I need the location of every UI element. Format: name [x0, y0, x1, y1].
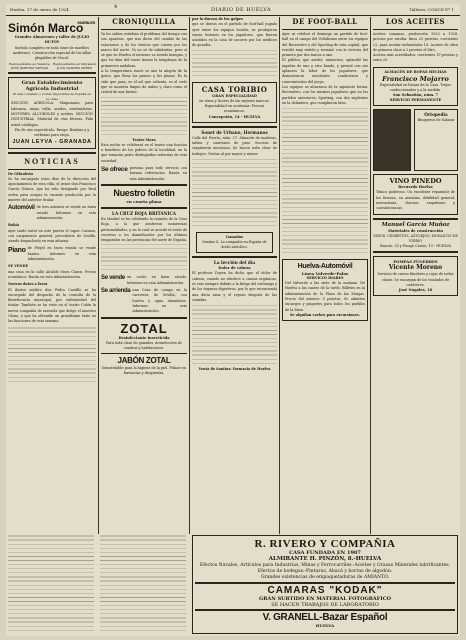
manuel-garcia-sub: Materiales de construcción [388, 228, 443, 233]
nuevos-datos-heading: Nuevos datos a favor [8, 282, 48, 287]
casa-toribio-ad [192, 82, 277, 123]
noticias-heading: NOTICIAS [24, 156, 80, 166]
sevende-body: una casa en la calle Alcalde Mora Claros. Precio económico. Razón en esta Administración. [8, 269, 96, 279]
zotal-sub: Desinfectante insecticida [118, 335, 170, 340]
bahia-heading: Bahía [8, 223, 20, 228]
almacen-ropas-body: Especialidad en blusas de la Casa. Trajes confeccionados y a la medida. [380, 82, 451, 93]
cruz-roja-heading: LA CRUZ ROJA BRITÁNICA [112, 210, 176, 216]
column-rule [98, 17, 99, 534]
teatro-heading: Teatro Mora [132, 137, 156, 142]
huelva-automovil-foot: Se alquilan coches para excursiones. [289, 312, 361, 317]
huelva-automovil-ad [282, 259, 368, 321]
rivero-line-3: Grandes existencias de empaquetaduras de AMIANTO. [260, 575, 390, 580]
se-ofrece-ad [101, 166, 187, 182]
fuerte-continuation [192, 49, 277, 79]
pompas-funebres-ad [373, 256, 458, 296]
gran-establecimiento-sign: JUAN LEYVA - GRANADA [12, 138, 92, 145]
se-ofrece-body: persona para todo servicio con buenas referencias. Razón en esta Administración. [129, 166, 187, 181]
auto-ad [8, 205, 96, 221]
lower-column-1 [8, 535, 94, 634]
running-header [6, 4, 460, 16]
almacen-ropas-title: ALMACÉN DE ROPAS HECHAS [384, 69, 447, 74]
vino-pinedo-sub: Recuerdo Huelva [398, 185, 433, 190]
casa-toribio-sub: GRAN ESPECIALIDAD [212, 93, 257, 98]
noticias-sub: De Gibraleón [8, 171, 33, 176]
simon-marco-body: Surtido completo en toda clase de muebles modernos. Construcción especial de los sillas plegables de Viscol. [12, 45, 92, 61]
almacen-ropas-foot: SERVICIO PERMANENTE [389, 98, 442, 103]
foot-ball-body-3: Los equipos se alinearon de la siguiente forma: Recreativo, con los mismos jugadores que en los partidos anteriores; Sporting, con dos suplentes en la delantera, que cumplieron bien. [282, 84, 368, 105]
croniquilla-body-2: A la temperatura suave se une la alegría de la gente, que llena los paseos y las plazas. Es la vida que pasa, es el sol que calienta, es el cielo que se muestra limpio de nubes y claro como el cristal de una fuente. [101, 69, 187, 95]
gran-establecimiento-title: Gran Establecimiento Agrícola Industrial [21, 80, 83, 93]
casa-toribio-body: en vinos y licores de las mejores marcas. Especialidad en aceitunas. Precios económicos. [199, 98, 270, 114]
almacen-ropas-addr: San Sebastián, núm. 7 [392, 93, 439, 98]
piano-ad [8, 246, 96, 262]
se-ofrece-title: Se ofrece [101, 166, 128, 174]
ortopedia-sub: Bragueros de Salazar [417, 118, 455, 123]
rivero-addr: ALMIRANTE H. PINZÓN, 8.-HUELVA [268, 556, 382, 562]
auto-ad-title: Automóvil [8, 205, 35, 212]
pompas-funebres-title: POMPAS FÚNEBRES [393, 259, 438, 265]
fuerte-body: que se dieron en el partido de foot-ball jugado ayer entre los equipos locales, se produjeron varias lesiones en los jugadores, que fueron asistidos en la casa de socorro por los médicos de guardia. [192, 22, 277, 48]
header-masthead: DIARIO DE HUELVA [211, 7, 272, 13]
huelva-automovil-sub: Línea Valverde-Palos [301, 271, 349, 277]
fuerte-heading: por la dureza de los golpes [192, 17, 244, 21]
se-vende-ad [101, 275, 187, 286]
foot-ball-heading: DE FOOT-BALL [292, 17, 358, 26]
gran-establecimiento-foot: Fin de año espectáculo. Ruego: Bombas y y verbenas para riego. [14, 127, 90, 138]
simon-marco-title: Simón Marco [8, 21, 84, 35]
se-vende-body: un coche en buen estado. Informes en esta Administración. [126, 275, 187, 285]
lower-left-text [8, 535, 186, 634]
croniquilla-heading: CRONIQUILLA [112, 17, 176, 26]
manuel-garcia-addr: Rascón, 53 y Pasaje Castro, 19 - HUELVA [379, 244, 452, 249]
croniquilla-body-1: Ya los sabios estudian el problema del tiempo con sus aparatos, que nos dicen del cambio de las estaciones y de los vientos que corren por los mares del norte. Yo no sé de sabidurías, pero sí sé que en Huelva el invierno va siendo benigno, y que los días del enero tienen la templanza de la primavera andaluza. [101, 32, 187, 68]
newspaper-page [6, 4, 460, 636]
rivero-line-1: Efectos Navales, Artículos para Industrias, Minas y Ferrocarriles.-Aceites y Grasas Minerales lubrificantes. [199, 563, 451, 568]
folletin-heading: Nuestro folletín [113, 187, 175, 198]
rivero-line-2: Efectos de bodegas.-Pinturas, Abacá y borras de algodón. [257, 569, 393, 574]
aceites-heading: LOS ACEITES [385, 17, 446, 26]
casa-toribio-title: CASA TORIBIO [201, 84, 268, 94]
huelva-automovil-sub2: SERVICIO DIARIO [306, 276, 344, 281]
huelva-automovil-title: Huelva-Automóvil [297, 263, 353, 271]
column-4 [282, 17, 368, 534]
gran-establecimiento-body: SECCIÓN AGRÍCOLA: Maquinaria para labranza, siega, trilla, arados, sembradoras. MOTORES. ALCOHOLES y aceites. SECCIÓN INDUSTRIAL. Material de vías férreas. Pida usted catálogos. [11, 101, 93, 127]
sanitas-label: Ganadas [225, 234, 244, 239]
granell-title: V. GRANELL-Bazar Español [262, 612, 388, 623]
lower-column-2 [100, 535, 186, 634]
header-workshop: Talleres: CONCE P.º 1 [409, 7, 454, 12]
vicente-moreno-body: Servicio de carros fúnebres y cajas de todas clases. Se encargan de los traslados de cadáveres. [377, 272, 454, 288]
casa-toribio-addr: Concepción, 14 - HUELVA [208, 114, 261, 119]
column-rule [279, 17, 280, 534]
sonet-heading: Sonet de Urbano, Hermanos [201, 129, 268, 135]
croniquilla-continuation [101, 96, 187, 138]
sonet-body: Calle del Puerto, núm. 27. Almacén de maderas, tablas y cuartones de pino. Sección de carpintería mecánica. Se hacen toda clase de trabajos. Ventas al por mayor y menor. [192, 135, 277, 156]
leccion-sub: Dolor de cabeza [218, 266, 251, 271]
cruz-roja-body: En Madrid se ha celebrado la reunión de la Cruz Roja, a la que asistieron numerosas personalidades, y en la cual se acordó el envío de socorros a los damnificados por los últimos temporales en las provincias del norte de España. [101, 216, 187, 243]
page-number: 4 [114, 4, 118, 10]
kodak-sub: GRAN SURTIDO EN MATERIAL FOTOGRÁFICO [258, 596, 392, 602]
vicente-moreno-title: Vicente Moreno [388, 264, 443, 272]
rep-left-name: JOSÉ JIMÉNEZ VARGAS [10, 66, 49, 71]
column-1 [8, 17, 96, 534]
rep-right-label: Representante en Gibraleón [53, 62, 96, 67]
piano-ad-title: Piano [8, 247, 26, 255]
foot-ball-body-1: Ayer se celebró el domingo un partido de foot-ball en el campo del Velódromo entre los equipos del Recreativo y del Sporting de esta capital, que resultó muy reñido y terminó con la victoria del primero por dos tantos a uno. [282, 32, 368, 58]
almacen-ropas-name: Francisco Mojarro [382, 74, 449, 83]
aceites-body: Aceites comunes, producción 1923 a 1924, precios por arroba: finos 25 pesetas, corrientes 22, para aceitar industriales 18. Aceites de oliva de primera clase a 2 pesetas el litro. [373, 32, 458, 52]
auto-ad-body: de tres asientos se vende en buen estado. Informes en esta administración. [36, 205, 96, 220]
vino-pinedo-ad [373, 174, 458, 214]
vicente-moreno-addr: José Nogales, 18 [398, 288, 433, 293]
se-arrienda-title: Se arrienda [101, 288, 131, 295]
bahia-body: Ayer tarde entró en este puerto el vapor Carmen, con cargamento general, procedente de Sevilla, siendo despachado en esta aduana. [8, 228, 96, 244]
simon-marco-line: Grandes Almacenes y taller de JULIO DUTOY [14, 35, 90, 45]
granell-addr: HUELVA [315, 623, 335, 628]
column-2 [101, 17, 187, 534]
jabon-zotal-heading: JABÓN ZOTAL [117, 356, 171, 366]
ortopedia-illustration [373, 109, 411, 171]
zotal-body: Para toda clase de ganados, desinfección de cuadras y habitaciones. [106, 340, 182, 350]
leccion-body: El profesor Doyen ha dicho que el dolor de cabeza, cuando no obedece a causas orgánicas, es casi siempre debido a la fatiga del estómago y de los órganos digestivos, por lo que recomienda una dieta sana y el reposo después de las comidas. [192, 271, 277, 302]
jabon-zotal-body: Insustituible para la higiene de la piel. Pídase en farmacias y droguerías. [101, 366, 186, 376]
manuel-garcia-title: Manuel García Muñoz [381, 221, 450, 228]
sevende-heading: SE VENDE [8, 264, 29, 269]
rep-right-name: JUAN ZAMORA PÉREZ [56, 66, 93, 71]
ortopedia-ad [373, 109, 458, 171]
gran-establecimiento-sub: El más completo y el más importante de España en su clase [13, 92, 91, 101]
se-vende-title: Se vende [101, 275, 125, 282]
column-rule [189, 17, 190, 534]
noticias-body: Se ha encargado estos días de la dirección del Ayuntamiento de esta villa, el señor don Francisco García Gómez, que ha sido designado por Real orden para ocupar la vacante producida por la muerte del anterior titular. [8, 176, 96, 203]
column-rule [370, 17, 371, 534]
rep-left-label: Representante en Valencia [9, 62, 50, 67]
gran-establecimiento-ad [8, 77, 96, 148]
vino-pinedo-title: VINO PINEDO [389, 177, 442, 186]
kodak-title: CAMARAS "KODAK" [267, 585, 383, 596]
nuevos-datos-body: El ilustre médico don Pedro Castillo se ha encargado del despacho de la consulta de la Beneficencia municipal, por enfermedad del titular. También se ha visto en el teatro Colón la nueva compañía de zarzuela que dirige el maestro Olona, y que ha obtenido un grandísimo éxito en las funciones de esta semana. [8, 287, 96, 324]
manuel-garcia-body: YESOS, CEMENTOS, AZULEJOS, MOSAICOS DE VIDRIO [373, 233, 458, 243]
column-1-continuation [8, 325, 96, 385]
kodak-line-2: SE HACEN TRABAJOS DE LABORATORIO [271, 602, 379, 608]
vino-pinedo-body: Tónico poderoso. Un excelente reparador de las fuerzas, en anemias, debilidad general, neurastenia, clorosis, raquitismo y convalecencias. [376, 190, 455, 211]
foot-ball-continuation [282, 106, 368, 256]
huelva-automovil-body: Del Valverde a las siete de la mañana. De Huelva a las cuatro de la tarde. Billetes en la administración de la Plaza de las Monjas. Precio del asiento: 3 pesetas. Se admiten encargos y paquetes para todos los pueblos de la línea. [285, 281, 365, 312]
leccion-heading: La lección del día [213, 260, 256, 266]
se-arrienda-ad [101, 288, 187, 314]
bottom-ads [192, 535, 458, 634]
sanitas-ad [196, 232, 273, 254]
simon-marco-sub: MUEBLES [77, 20, 95, 25]
foot-ball-body-2: El público que asistió, numeroso, aplaudió las jugadas de uno y otro bando, y premió con sus aplausos la labor de los jugadores, que demostraron excelentes condiciones y conocimientos del juego. [282, 58, 368, 84]
se-arrienda-body: una Casa de campo en la carretera de Sevilla, con huerta y agua abundante. Informes en esta Administración. [132, 288, 187, 314]
cruz-roja-continuation [101, 243, 187, 273]
rivero-title: R. RIVERO Y COMPAÑIA [254, 538, 396, 550]
piano-ad-body: de Pleyel en buen estado se vende barato. Informes en esta Administración. [27, 246, 96, 262]
sanitas-body: Sanitas S. La compañía en España de ácido salicílico. [202, 239, 267, 250]
aceites-body-2: Aceites más acreditados: corrientes 19 pesetas y extra 20. [373, 53, 458, 63]
ortopedia-title: Ortopedia [424, 112, 448, 118]
header-date: Huelva, 17 de enero de 1924 [10, 7, 69, 12]
sanitas-sale: Venta de Sanitas: Farmacia de Huelva [198, 367, 271, 372]
teatro-body: Esta noche se celebrará en el teatro una función a beneficio de los pobres de la localidad, en la que tomarán parte distinguidas señoritas de esta sociedad. [101, 142, 187, 163]
sonet-continuation [192, 157, 277, 229]
column-5 [373, 17, 458, 534]
rivero-sub: CASA FUNDADA EN 1907 [289, 550, 361, 556]
almacen-ropas-ad [373, 67, 458, 107]
leccion-continuation [192, 303, 277, 367]
zotal-heading: ZOTAL [120, 320, 168, 336]
folletin-sub: en cuarta plana [126, 198, 162, 204]
simon-marco-ad [8, 17, 96, 35]
simon-marco-reps [8, 62, 96, 70]
column-3 [192, 17, 277, 534]
